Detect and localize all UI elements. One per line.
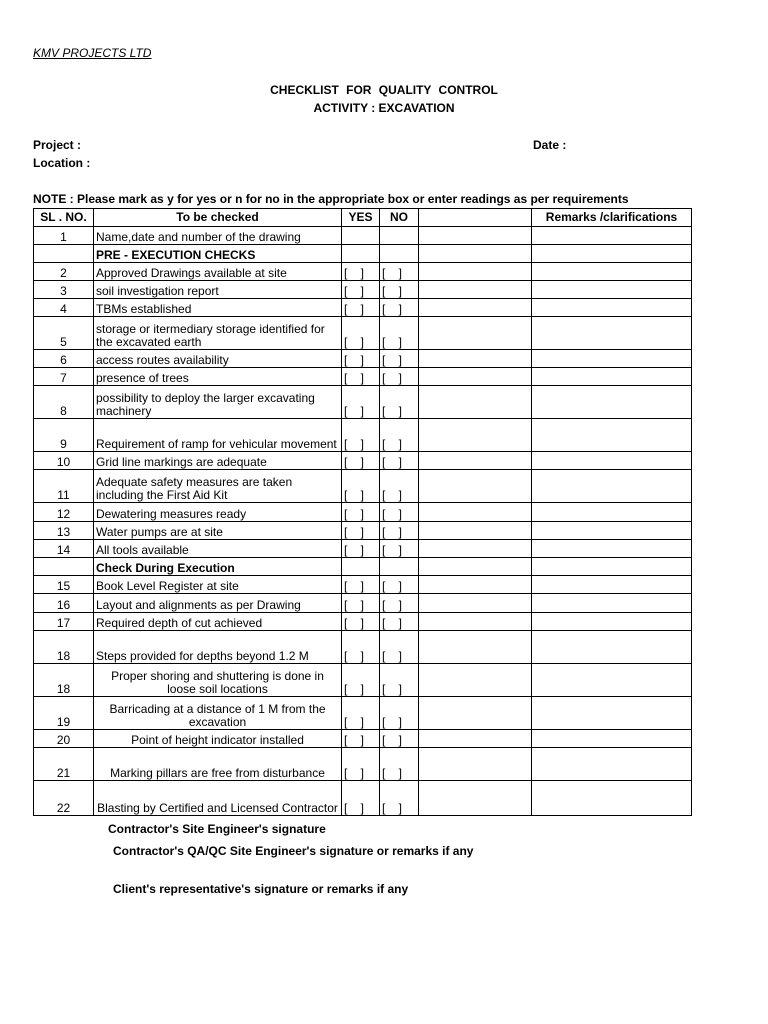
no-checkbox[interactable]: [ ] xyxy=(380,263,419,281)
table-row xyxy=(34,317,692,350)
table-row xyxy=(34,350,692,368)
row-check-text: Blasting by Certified and Licensed Contractor xyxy=(94,781,342,816)
section-remarks xyxy=(532,558,692,576)
section-row-pre xyxy=(34,245,692,263)
no-cell[interactable] xyxy=(380,227,419,245)
blank-cell xyxy=(419,368,532,386)
row-sl: 8 xyxy=(34,386,94,419)
yes-checkbox[interactable]: [ ] xyxy=(342,522,380,540)
blank-cell xyxy=(419,281,532,299)
yes-checkbox[interactable]: [ ] xyxy=(342,631,380,664)
row-sl: 18 xyxy=(34,631,94,664)
row-sl: 11 xyxy=(34,470,94,503)
row-check-text: Grid line markings are adequate xyxy=(94,452,342,470)
yes-checkbox[interactable]: [ ] xyxy=(342,748,380,781)
blank-cell xyxy=(419,594,532,613)
section-yes xyxy=(342,558,380,576)
row-check-text: Water pumps are at site xyxy=(94,522,342,540)
table-row xyxy=(34,730,692,748)
yes-checkbox[interactable]: [ ] xyxy=(342,368,380,386)
row-sl: 3 xyxy=(34,281,94,299)
no-checkbox[interactable]: [ ] xyxy=(380,594,419,613)
row-sl: 19 xyxy=(34,697,94,730)
section-remarks xyxy=(532,245,692,263)
row-sl: 2 xyxy=(34,263,94,281)
row-sl: 1 xyxy=(34,227,94,245)
row-check-text: Required depth of cut achieved xyxy=(94,613,342,631)
table-row xyxy=(34,419,692,452)
document-title: CHECKLIST FOR QUALITY CONTROL xyxy=(270,83,498,97)
no-checkbox[interactable]: [ ] xyxy=(380,419,419,452)
row-sl: 6 xyxy=(34,350,94,368)
company-name: KMV PROJECTS LTD xyxy=(33,46,152,60)
remarks-cell[interactable] xyxy=(532,664,692,697)
remarks-cell[interactable] xyxy=(532,522,692,540)
remarks-cell[interactable] xyxy=(532,697,692,730)
no-checkbox[interactable]: [ ] xyxy=(380,522,419,540)
yes-checkbox[interactable]: [ ] xyxy=(342,594,380,613)
row-sl: 9 xyxy=(34,419,94,452)
yes-checkbox[interactable]: [ ] xyxy=(342,540,380,558)
remarks-cell[interactable] xyxy=(532,748,692,781)
row-sl: 13 xyxy=(34,522,94,540)
remarks-cell[interactable] xyxy=(532,350,692,368)
blank-cell xyxy=(419,730,532,748)
no-checkbox[interactable]: [ ] xyxy=(380,540,419,558)
row-sl: 14 xyxy=(34,540,94,558)
table-row xyxy=(34,613,692,631)
row-check-text: Steps provided for depths beyond 1.2 M xyxy=(94,631,342,664)
row-sl: 16 xyxy=(34,594,94,613)
no-checkbox[interactable]: [ ] xyxy=(380,631,419,664)
yes-checkbox[interactable]: [ ] xyxy=(342,781,380,816)
section-blank xyxy=(419,558,532,576)
column-header-remarks: Remarks /clarifications xyxy=(532,209,692,227)
date-label: Date : xyxy=(533,138,567,152)
client-signature-label: Client's representative's signature or remarks if any xyxy=(113,882,409,896)
section-sl xyxy=(34,558,94,576)
yes-checkbox[interactable]: [ ] xyxy=(342,281,380,299)
no-checkbox[interactable]: [ ] xyxy=(380,576,419,594)
row-sl: 15 xyxy=(34,576,94,594)
row-check-text: Barricading at a distance of 1 M from the excavation xyxy=(94,697,342,730)
table-row xyxy=(34,664,692,697)
table-row xyxy=(34,299,692,317)
remarks-cell[interactable] xyxy=(532,386,692,419)
section-title-pre: PRE - EXECUTION CHECKS xyxy=(94,245,342,263)
no-checkbox[interactable]: [ ] xyxy=(380,281,419,299)
table-row xyxy=(34,368,692,386)
table-row xyxy=(34,227,692,245)
yes-checkbox[interactable]: [ ] xyxy=(342,452,380,470)
blank-cell xyxy=(419,503,532,522)
blank-cell xyxy=(419,748,532,781)
row-sl: 7 xyxy=(34,368,94,386)
table-row xyxy=(34,522,692,540)
yes-cell[interactable] xyxy=(342,227,380,245)
instruction-note: NOTE : Please mark as y for yes or n for no in the appropriate box or enter readings as per requirements xyxy=(33,192,629,206)
table-row xyxy=(34,386,692,419)
row-check-text: Point of height indicator installed xyxy=(94,730,342,748)
table-row xyxy=(34,748,692,781)
table-row xyxy=(34,631,692,664)
table-row xyxy=(34,576,692,594)
no-checkbox[interactable]: [ ] xyxy=(380,368,419,386)
column-header-yes: YES xyxy=(342,209,380,227)
no-checkbox[interactable]: [ ] xyxy=(380,386,419,419)
section-yes xyxy=(342,245,380,263)
qa-qc-signature-label: Contractor's QA/QC Site Engineer's signature or remarks if any xyxy=(113,844,474,858)
section-sl xyxy=(34,245,94,263)
blank-cell xyxy=(419,299,532,317)
row-sl: 4 xyxy=(34,299,94,317)
yes-checkbox[interactable]: [ ] xyxy=(342,386,380,419)
row-sl: 22 xyxy=(34,781,94,816)
row-sl: 10 xyxy=(34,452,94,470)
table-row xyxy=(34,263,692,281)
no-checkbox[interactable]: [ ] xyxy=(380,730,419,748)
row-check-text: All tools available xyxy=(94,540,342,558)
remarks-cell[interactable] xyxy=(532,781,692,816)
section-title-during: Check During Execution xyxy=(94,558,342,576)
column-header-check: To be checked xyxy=(94,209,342,227)
row-sl: 12 xyxy=(34,503,94,522)
remarks-cell[interactable] xyxy=(532,540,692,558)
row-check-text: possibility to deploy the larger excavating machinery xyxy=(94,386,342,419)
no-checkbox[interactable]: [ ] xyxy=(380,748,419,781)
yes-checkbox[interactable]: [ ] xyxy=(342,503,380,522)
location-label: Location : xyxy=(33,156,91,170)
remarks-cell[interactable] xyxy=(532,299,692,317)
column-header-sl: SL . NO. xyxy=(34,209,94,227)
table-row xyxy=(34,452,692,470)
blank-cell xyxy=(419,317,532,350)
blank-cell xyxy=(419,540,532,558)
no-checkbox[interactable]: [ ] xyxy=(380,664,419,697)
section-blank xyxy=(419,245,532,263)
row-check-text: Name,date and number of the drawing xyxy=(94,227,342,245)
table-row xyxy=(34,503,692,522)
yes-checkbox[interactable]: [ ] xyxy=(342,470,380,503)
row-check-text: Proper shoring and shuttering is done in loose soil locations xyxy=(94,664,342,697)
table-row xyxy=(34,470,692,503)
remarks-cell[interactable] xyxy=(532,263,692,281)
yes-checkbox[interactable]: [ ] xyxy=(342,350,380,368)
blank-cell xyxy=(419,470,532,503)
row-sl: 18 xyxy=(34,664,94,697)
row-check-text: Requirement of ramp for vehicular movement xyxy=(94,419,342,452)
blank-cell xyxy=(419,576,532,594)
remarks-cell[interactable] xyxy=(532,419,692,452)
remarks-cell[interactable] xyxy=(532,576,692,594)
row-check-text: storage or itermediary storage identified for the excavated earth xyxy=(94,317,342,350)
checklist-table xyxy=(33,208,692,816)
row-check-text: Dewatering measures ready xyxy=(94,503,342,522)
remarks-cell[interactable] xyxy=(532,452,692,470)
yes-checkbox[interactable]: [ ] xyxy=(342,613,380,631)
row-sl: 5 xyxy=(34,317,94,350)
remarks-cell[interactable] xyxy=(532,368,692,386)
blank-cell xyxy=(419,781,532,816)
table-row xyxy=(34,594,692,613)
row-check-text: Layout and alignments as per Drawing xyxy=(94,594,342,613)
row-check-text: soil investigation report xyxy=(94,281,342,299)
no-checkbox[interactable]: [ ] xyxy=(380,697,419,730)
blank-cell xyxy=(419,227,532,245)
table-row xyxy=(34,281,692,299)
no-checkbox[interactable]: [ ] xyxy=(380,299,419,317)
section-no xyxy=(380,558,419,576)
remarks-cell[interactable] xyxy=(532,730,692,748)
yes-checkbox[interactable]: [ ] xyxy=(342,299,380,317)
remarks-cell[interactable] xyxy=(532,631,692,664)
remarks-cell[interactable] xyxy=(532,503,692,522)
yes-checkbox[interactable]: [ ] xyxy=(342,317,380,350)
blank-cell xyxy=(419,452,532,470)
table-row xyxy=(34,781,692,816)
table-header-row xyxy=(34,209,692,227)
no-checkbox[interactable]: [ ] xyxy=(380,781,419,816)
yes-checkbox[interactable]: [ ] xyxy=(342,263,380,281)
remarks-cell[interactable] xyxy=(532,613,692,631)
yes-checkbox[interactable]: [ ] xyxy=(342,664,380,697)
row-check-text: TBMs established xyxy=(94,299,342,317)
row-sl: 21 xyxy=(34,748,94,781)
no-checkbox[interactable]: [ ] xyxy=(380,470,419,503)
blank-cell xyxy=(419,664,532,697)
row-check-text: presence of trees xyxy=(94,368,342,386)
blank-cell xyxy=(419,386,532,419)
remarks-cell[interactable] xyxy=(532,281,692,299)
row-check-text: Marking pillars are free from disturbance xyxy=(94,748,342,781)
remarks-cell[interactable] xyxy=(532,227,692,245)
section-no xyxy=(380,245,419,263)
project-label: Project : xyxy=(33,138,82,152)
row-check-text: Book Level Register at site xyxy=(94,576,342,594)
activity-title: ACTIVITY : EXCAVATION xyxy=(313,101,455,115)
blank-cell xyxy=(419,697,532,730)
column-header-blank xyxy=(419,209,532,227)
yes-checkbox[interactable]: [ ] xyxy=(342,419,380,452)
table-row xyxy=(34,540,692,558)
no-checkbox[interactable]: [ ] xyxy=(380,350,419,368)
remarks-cell[interactable] xyxy=(532,470,692,503)
yes-checkbox[interactable]: [ ] xyxy=(342,576,380,594)
site-engineer-signature-label: Contractor's Site Engineer's signature xyxy=(108,822,326,836)
section-row-during xyxy=(34,558,692,576)
yes-checkbox[interactable]: [ ] xyxy=(342,697,380,730)
remarks-cell[interactable] xyxy=(532,317,692,350)
blank-cell xyxy=(419,263,532,281)
row-sl: 20 xyxy=(34,730,94,748)
yes-checkbox[interactable]: [ ] xyxy=(342,730,380,748)
remarks-cell[interactable] xyxy=(532,594,692,613)
no-checkbox[interactable]: [ ] xyxy=(380,613,419,631)
no-checkbox[interactable]: [ ] xyxy=(380,503,419,522)
row-sl: 17 xyxy=(34,613,94,631)
row-check-text: Approved Drawings available at site xyxy=(94,263,342,281)
blank-cell xyxy=(419,613,532,631)
no-checkbox[interactable]: [ ] xyxy=(380,317,419,350)
blank-cell xyxy=(419,631,532,664)
no-checkbox[interactable]: [ ] xyxy=(380,452,419,470)
blank-cell xyxy=(419,522,532,540)
row-check-text: access routes availability xyxy=(94,350,342,368)
column-header-no: NO xyxy=(380,209,419,227)
table-row xyxy=(34,697,692,730)
row-check-text: Adequate safety measures are taken including the First Aid Kit xyxy=(94,470,342,503)
blank-cell xyxy=(419,419,532,452)
blank-cell xyxy=(419,350,532,368)
